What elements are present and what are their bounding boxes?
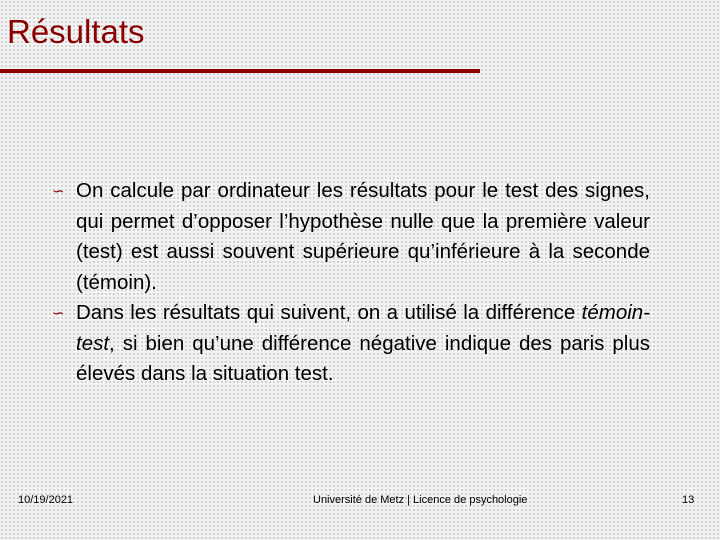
- bullet-text: On calcule par ordinateur les résultats pour le test des signes, qui permet d’opposer l’hypothèse nulle que la première valeur (test) est aussi souvent supérieure qu’inférieure à la seconde (témoin).: [76, 179, 650, 294]
- bullet-item: [52, 298, 650, 390]
- script-swirl-icon: ∽: [52, 182, 65, 200]
- footer-text: Université de Metz | Licence de psychologie: [313, 494, 528, 506]
- script-swirl-icon: ∽: [52, 304, 65, 322]
- bullet-text: Dans les résultats qui suivent, on a utilisé la différence: [76, 301, 582, 324]
- bullet-text-continued: , si bien qu’une différence négative indique des paris plus élevés dans la situation test.: [76, 331, 650, 385]
- page-number: 13: [682, 494, 695, 506]
- bullet-item: [52, 176, 650, 298]
- title-underline: [0, 69, 480, 73]
- footer-date: 10/19/2021: [18, 494, 74, 506]
- bullet-emphasis: témoin-test: [76, 301, 650, 355]
- slide-title: Résultats: [7, 13, 145, 50]
- slide-body: [52, 176, 650, 390]
